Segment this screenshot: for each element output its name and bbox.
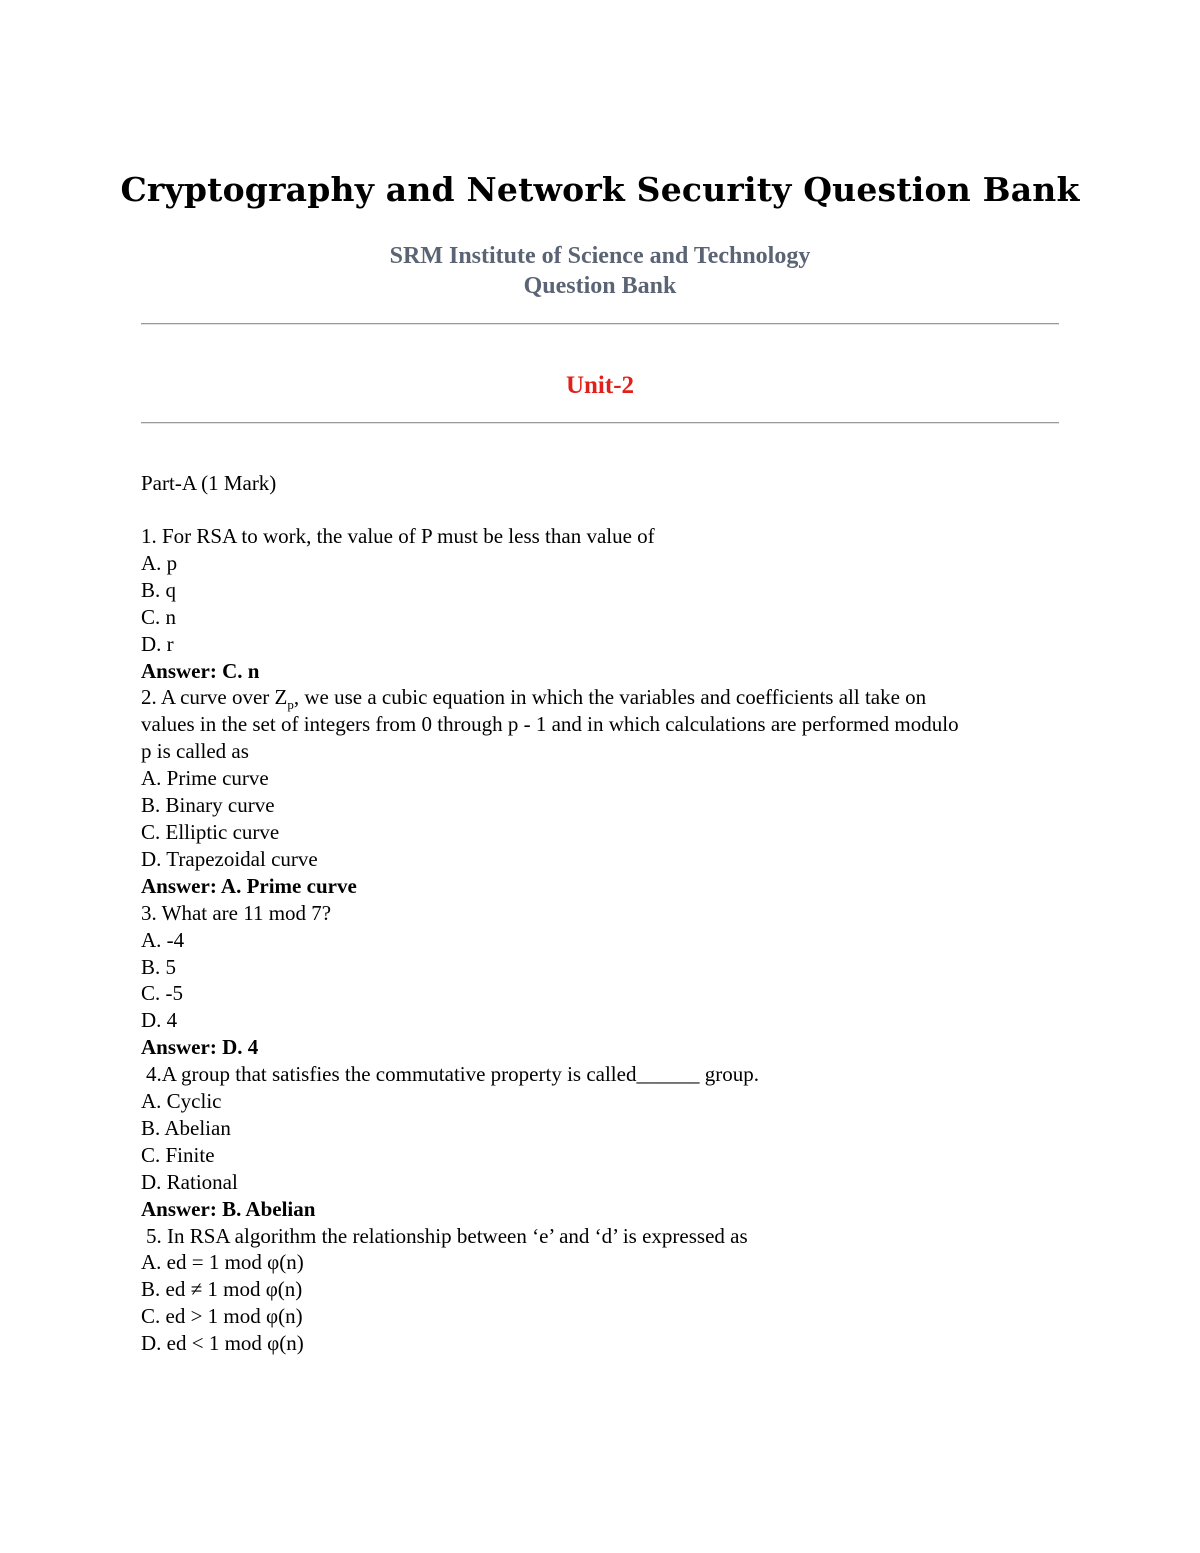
answer: Answer: B. Abelian [141, 1196, 316, 1221]
answer: Answer: C. n [141, 658, 260, 683]
question-text [141, 684, 1071, 711]
question-text: 4.A group that satisfies the commutative property is called______ group. [146, 1062, 759, 1087]
option-d: D. r [141, 631, 174, 656]
option-a: A. p [141, 550, 178, 575]
question-text: 5. In RSA algorithm the relationship between ‘e’ and ‘d’ is expressed as [146, 1223, 748, 1248]
question-1 [141, 523, 1071, 684]
option-a: A. Prime curve [141, 766, 269, 791]
option-b: B. ed ≠ 1 mod φ(n) [141, 1277, 303, 1302]
option-d: D. ed < 1 mod φ(n) [141, 1331, 304, 1356]
question-5 [141, 1223, 1071, 1358]
option-a: A. -4 [141, 927, 185, 952]
option-c: C. -5 [141, 981, 183, 1006]
horizontal-rule-top [141, 323, 1059, 325]
question-bank-label: Question Bank [523, 273, 677, 299]
horizontal-rule-bottom [141, 422, 1059, 424]
question-4 [141, 1061, 1071, 1222]
answer: Answer: D. 4 [141, 1035, 259, 1060]
subscript-p: p [287, 697, 294, 713]
option-c: C. Elliptic curve [141, 819, 280, 844]
institute-name: SRM Institute of Science and Technology [389, 243, 811, 269]
option-a: A. Cyclic [141, 1089, 222, 1114]
question-text-continued: values in the set of integers from 0 through p - 1 and in which calculations are performed modulo [141, 712, 959, 737]
question-text-end: , we use a cubic equation in which the variables and coefficients all take on [293, 685, 927, 710]
option-d: D. 4 [141, 1008, 178, 1033]
question-content [141, 470, 1071, 1357]
option-d: D. Trapezoidal curve [141, 846, 318, 871]
question-text-continued: p is called as [141, 739, 249, 764]
option-b: B. q [141, 577, 177, 602]
question-3 [141, 900, 1071, 1061]
option-c: C. Finite [141, 1142, 215, 1167]
part-heading: Part-A (1 Mark) [141, 471, 277, 495]
question-text: 1. For RSA to work, the value of P must be less than value of [141, 524, 655, 548]
option-b: B. 5 [141, 954, 177, 979]
option-a: A. ed = 1 mod φ(n) [141, 1250, 304, 1275]
option-b: B. Binary curve [141, 793, 275, 818]
answer: Answer: A. Prime curve [141, 873, 357, 898]
option-c: C. ed > 1 mod φ(n) [141, 1304, 303, 1329]
unit-heading: Unit-2 [565, 372, 635, 399]
option-d: D. Rational [141, 1169, 238, 1194]
document-title: Cryptography and Network Security Question Bank [120, 170, 1080, 209]
question-2 [141, 684, 1071, 899]
option-b: B. Abelian [141, 1115, 231, 1140]
option-c: C. n [141, 604, 177, 629]
question-text: 3. What are 11 mod 7? [141, 900, 332, 925]
question-text-start: 2. A curve over Z [141, 685, 288, 710]
